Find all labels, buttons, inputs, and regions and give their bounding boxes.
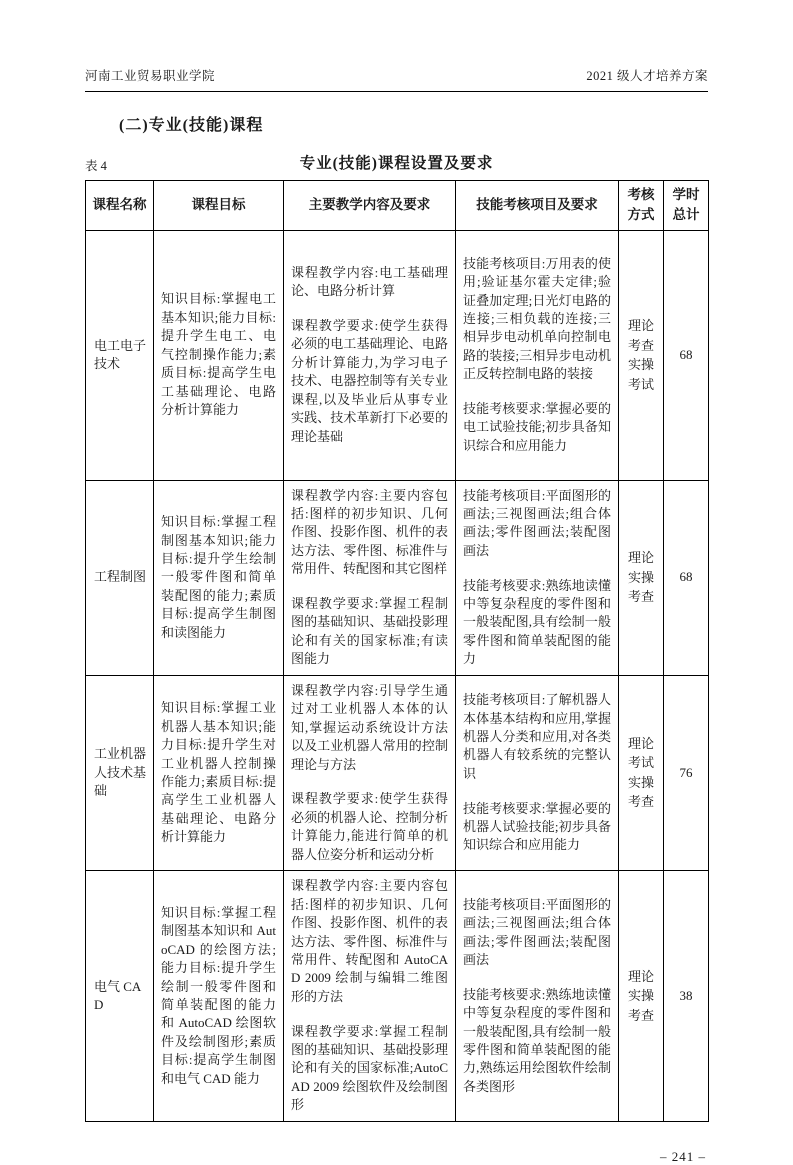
teaching-requirement-paragraph: 课程教学要求:掌握工程制图的基础知识、基础投影理论和有关的国家标准;有读图能力 [291, 596, 448, 667]
column-header-assessment-method: 考核方式 [619, 181, 664, 231]
column-header-total-hours: 学时总计 [664, 181, 709, 231]
assessment-requirement-paragraph: 技能考核要求:熟练地读懂中等复杂程度的零件图和一般装配图,具有绘制一般零件图和简单装配图的能力,熟练运用绘图软件绘制各类图形 [463, 986, 611, 1094]
total-hours-cell: 38 [664, 871, 709, 1122]
assessment-requirement-paragraph: 技能考核要求:掌握必要的机器人试验技能;初步具备知识综合和应用能力 [463, 800, 611, 853]
teaching-content-cell [284, 871, 456, 1122]
total-hours-cell: 76 [664, 675, 709, 870]
course-table [85, 180, 709, 1122]
column-header-course-name: 课程名称 [86, 181, 154, 231]
table-title: 专业(技能)课程设置及要求 [299, 155, 494, 172]
table-label: 表 4 [85, 159, 107, 173]
skill-assessment-cell [456, 480, 619, 675]
header-left-text: 河南工业贸易职业学院 [85, 69, 216, 83]
teaching-requirement-paragraph: 课程教学要求:掌握工程制图的基础知识、基础投影理论和有关的国家标准;AutoCAD 2009 绘图软件及绘制图形 [291, 1023, 448, 1113]
assessment-method-cell: 理论实操考查 [619, 480, 664, 675]
teaching-content-paragraph: 课程教学内容:电工基础理论、电路分析计算 [291, 264, 448, 299]
table-row [86, 230, 709, 480]
course-name-cell: 电气 CAD [86, 871, 154, 1122]
assessment-items-paragraph: 技能考核项目:平面图形的画法;三视图画法;组合体画法;零件图画法;装配图画法 [463, 487, 611, 558]
skill-assessment-cell [456, 230, 619, 480]
running-header [85, 0, 708, 84]
column-header-skill-assessment: 技能考核项目及要求 [456, 181, 619, 231]
teaching-content-cell [284, 675, 456, 870]
assessment-items-paragraph: 技能考核项目:了解机器人本体基本结构和应用,掌握机器人分类和应用,对各类机器人有较系统的完整认识 [463, 692, 611, 781]
table-row [86, 480, 709, 675]
course-name-cell: 工业机器人技术基础 [86, 675, 154, 870]
teaching-content-paragraph: 课程教学内容:主要内容包括:图样的初步知识、几何作图、投影作图、机件的表达方法、零件图、标准件与常用件、转配图和 AutoCAD 2009 绘制与编辑二维图形的方法 [291, 878, 448, 1004]
table-row [86, 871, 709, 1122]
assessment-method-cell: 理论考查实操考试 [619, 230, 664, 480]
total-hours-cell: 68 [664, 230, 709, 480]
teaching-requirement-paragraph: 课程教学要求:使学生获得必须的电工基础理论、电路分析计算能力,为学习电子技术、电器控制等有关专业课程,以及毕业后从事专业实践、技术革新打下必要的理论基础 [291, 317, 448, 444]
course-objectives-cell: 知识目标:掌握工程制图基本知识和 AutoCAD 的绘图方法;能力目标:提升学生绘制一般零件图和简单装配图的能力和 AutoCAD 绘图软件及绘制图形;素质目标:提高学生制图和电气 CAD 能力 [154, 871, 284, 1122]
teaching-content-cell [284, 480, 456, 675]
course-name-cell: 工程制图 [86, 480, 154, 675]
teaching-content-cell [284, 230, 456, 480]
teaching-content-paragraph: 课程教学内容:主要内容包括:图样的初步知识、几何作图、投影作图、机件的表达方法、零件图、标准件与常用件、转配图和其它图样 [291, 487, 448, 577]
teaching-requirement-paragraph: 课程教学要求:使学生获得必须的机器人论、控制分析计算能力,能进行简单的机器人位姿分析和运动分析 [291, 791, 448, 862]
column-header-objectives: 课程目标 [154, 181, 284, 231]
assessment-method-cell: 理论考试实操考查 [619, 675, 664, 870]
course-name-cell: 电工电子技术 [86, 230, 154, 480]
assessment-requirement-paragraph: 技能考核要求:熟练地读懂中等复杂程度的零件图和一般装配图,具有绘制一般零件图和简单装配图的能力 [463, 577, 611, 667]
header-right-text: 2021 级人才培养方案 [586, 69, 708, 83]
table-row [86, 675, 709, 870]
course-objectives-cell: 知识目标:掌握工程制图基本知识;能力目标:提升学生绘制一般零件图和简单装配图的能力;素质目标:提高学生制图和读图能力 [154, 480, 284, 675]
header-rule [85, 91, 708, 92]
page-content [85, 0, 708, 1165]
total-hours-cell: 68 [664, 480, 709, 675]
column-header-teaching-content: 主要教学内容及要求 [284, 181, 456, 231]
skill-assessment-cell [456, 871, 619, 1122]
assessment-method-cell: 理论实操考查 [619, 871, 664, 1122]
skill-assessment-cell [456, 675, 619, 870]
assessment-items-paragraph: 技能考核项目:平面图形的画法;三视图画法;组合体画法;零件图画法;装配图画法 [463, 896, 611, 967]
table-caption [85, 151, 708, 177]
assessment-requirement-paragraph: 技能考核要求:掌握必要的电工试验技能;初步具备知识综合和应用能力 [463, 401, 611, 453]
teaching-content-paragraph: 课程教学内容:引导学生通过对工业机器人本体的认知,掌握运动系统设计方法以及工业机器人常用的控制理论与方法 [291, 682, 448, 772]
assessment-items-paragraph: 技能考核项目:万用表的使用;验证基尔霍夫定律;验证叠加定理;日光灯电路的连接;三相负载的连接;三相异步电动机单向控制电路的装接;三相异步电动机正反转控制电路的装接 [463, 255, 611, 382]
section-title: (二)专业(技能)课程 [119, 117, 264, 134]
page-number: – 241 – [660, 1148, 706, 1164]
course-objectives-cell: 知识目标:掌握工业机器人基本知识;能力目标:提升学生对工业机器人控制操作能力;素质目标:提高学生工业机器人基础理论、电路分析计算能力 [154, 675, 284, 870]
table-header-row [86, 181, 709, 231]
course-objectives-cell: 知识目标:掌握电工基本知识;能力目标:提升学生电工、电气控制操作能力;素质目标:提高学生电工基础理论、电路分析计算能力 [154, 230, 284, 480]
